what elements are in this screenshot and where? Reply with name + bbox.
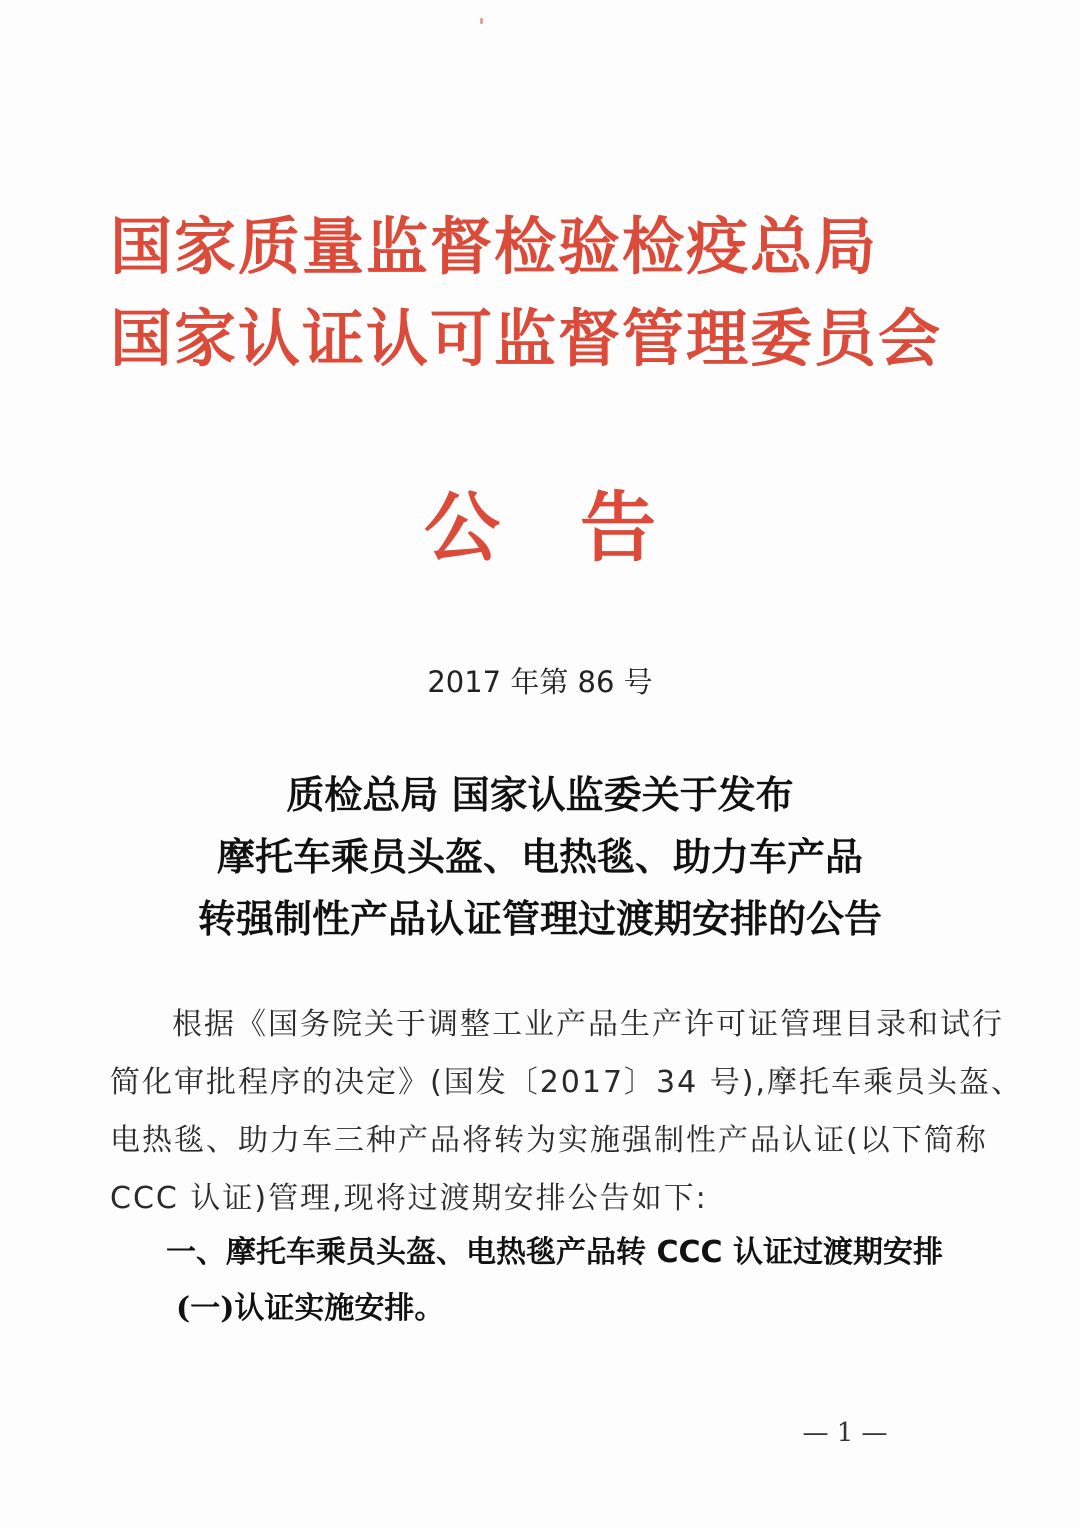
issuer-line-2: 国家认证认可监督管理委员会: [110, 302, 943, 375]
body-line-4: CCC 认证)管理,现将过渡期安排公告如下:: [110, 1181, 708, 1216]
body-line-3: 电热毯、助力车三种产品将转为实施强制性产品认证(以下简称: [110, 1123, 988, 1158]
notice-title: 公告: [424, 483, 736, 572]
subject-line-1: 质检总局 国家认监委关于发布: [286, 772, 794, 817]
scan-speck: [480, 18, 483, 24]
body-line-1: 根据《国务院关于调整工业产品生产许可证管理目录和试行: [172, 1007, 1004, 1042]
subject-line-3: 转强制性产品认证管理过渡期安排的公告: [197, 896, 882, 941]
body-line-2: 简化审批程序的决定》(国发〔2017〕34 号),摩托车乘员头盔、: [110, 1065, 1024, 1100]
section-heading-1: 一、摩托车乘员头盔、电热毯产品转 CCC 认证过渡期安排: [166, 1235, 943, 1270]
issuer-line-1: 国家质量监督检验检疫总局: [110, 210, 879, 283]
section-heading-2: (一)认证实施安排。: [176, 1291, 445, 1326]
subject-line-2: 摩托车乘员头盔、电热毯、助力车产品: [216, 834, 863, 879]
document-number: 2017 年第 86 号: [427, 665, 653, 699]
page-number: — 1 —: [802, 1418, 888, 1448]
